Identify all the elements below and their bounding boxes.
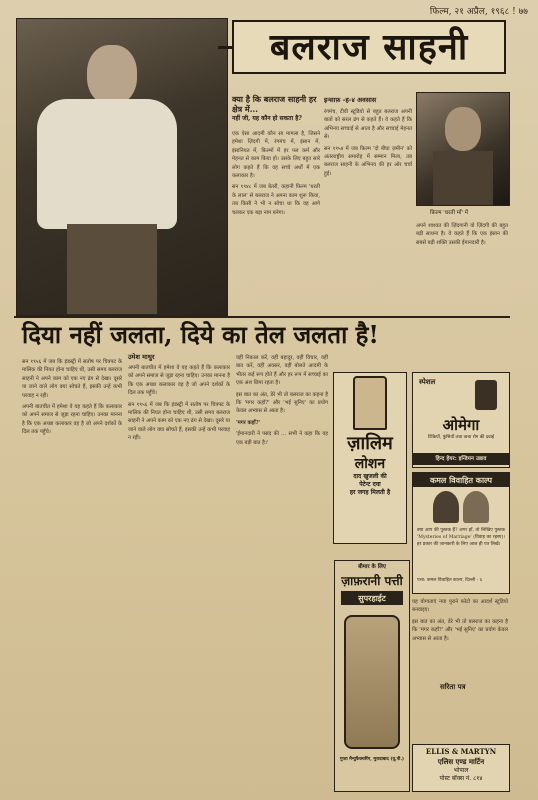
body-col-1-text: सन १९५६ में जब कि इंडस्ट्री में सतोष पर चित्रपट के मालिक की नियत होना चाहिए थी, उसी समय बलराज साहनी ने अपने काम को एक नए ढंग से देखा। दूसरे या जाने वाले लोग क्या सोचते हैं, इसकी उन्हें कभी परवाह न रही। [22,359,122,399]
body-col-3-text-b: इस बात का अंत, डेरे भी तो बलराज का कहना है कि 'मगर कहाँ?' और 'भई सुनिए' का प्रयोग केवल अभ्यास से आता है। [236,391,328,415]
ad-zafrani-title: ज़ाफ़रानी पत्ती [341,574,403,588]
ad-zafrani [334,560,410,792]
box-right-heading: सरिता पत्र [440,682,466,691]
body-col-3-text: वहीं निकाल करें, वहीं बहादुर, वहीं विचार, वहीं बात करें, वहीं अवसर, वहीं बोलते आदमी के भीतर कई रूप होते हैं और हर रूप में सच्चाई का एक अंश छिपा रहता है। [236,355,328,387]
right-lower-repeat: इस बात का अंत, डेरे भी तो बलराज का कहना है कि 'मगर कहाँ?' और 'भई सुनिए' का प्रयोग केवल अभ्यास से आता है। [412,618,508,642]
bottle-icon [334,373,406,433]
ad-omega-line1: टिकियों, फुंसियों तथा त्वचा रोग की दवाई [427,435,495,440]
body-col-2-text-b: सन १९५६ में जब कि इंडस्ट्री में सतोष पर चित्रपट के मालिक की नियत होना चाहिए थी, उसी समय बलराज साहनी ने अपने काम को एक नए ढंग से देखा। दूसरे या जाने वाले लोग क्या सोचते हैं, इसकी उन्हें कभी परवाह न रही। [128,401,230,442]
page-header: फिल्म, २१ अप्रैल, १९६८ ! ७७ [429,7,528,17]
ad-ellis-line1: भोपाल [453,767,469,774]
article-col-4-text: सन १९५४ में जब फ़िल्म 'दो बीघा ज़मीन' को अंतरराष्ट्रीय समारोह में सम्मान मिला, तब बलराज साहनी के अभिनय की हर ओर चर्चा हुई। [324,145,412,177]
byline: उमेश माथुर [128,353,155,361]
ad-school-line2: पत्ता: कमल विवाहित काल्प, दिल्ली - ६ [417,578,483,583]
body-column-1 [22,358,122,790]
ad-omega [412,372,510,468]
article-col-3-text: रंगमंच, टीवी स्टूडियो से बहुत बलराज अपनी बातों को सरल ढंग से कहते हैं। वे कहते हैं कि अभिनय सच्चाई से आता है और सच्चाई मेहनत से। [324,109,412,141]
ad-ellis [412,744,510,792]
ad-zafrani-bottom: गुप्ता मैन्युफैक्चरिंग, मुरादाबाद (यू.पी.) [339,757,405,762]
article-col-1-text: एक ऐसा आदमी कौन सा मामला है, जिसने हमेशा ज़िंदगी में, रंगमंच में, इंसान में, इंसानियत में, फ़िल्मों में हर पल कर्म और मेहनत से काम किया हो। उसके लिए बहुत सारे लोग कहते हैं कि वह सच्चे अर्थों में एक कलाकार है। [232,131,320,180]
main-heading: दिया नहीं जलता, दिये का तेल जलता है! [22,320,379,349]
notice-text: यह योग्यताएं नया पुराने फ़ोटो का आदर्श स्टूडियो बनवाइए। [412,599,508,614]
couple-illustration-icon [413,487,509,527]
article-col-1 [232,130,320,305]
ad-school [412,472,510,594]
ad-zalim-line3: हर जगह मिलती है [349,489,391,496]
ad-omega-line2: हिन्द हेयर: इन्डियन उन्नाव [413,453,509,465]
body-col-2-text: अपनी बातचीत में हमेशा वे यह कहते हैं कि कलाकार को अपने समाज से जुड़ा रहना चाहिए। उनका मानना है कि एक अच्छा कलाकार वह है जो अपने दर्शकों के दिल तक पहुँचे। [128,365,230,397]
lead-question-text-2: नहीं जी, यह कौन हो सकता है? [232,115,302,122]
body-column-3 [236,354,328,790]
photo-caption: फ़िल्म 'धरती माँ' में [430,210,469,216]
ad-zalim-line2: पेटेन्ट दवा [359,481,381,488]
film-still-photo [416,92,510,206]
ad-zalim-line1: दाद खुजली की [353,473,387,480]
lead-question-text: क्या है कि बलराज साहनी हर क्षेत्र में... [232,94,317,114]
balraj-portrait-photo [16,18,228,316]
ad-ellis-sub: एलिस एण्ड मार्टिन [437,757,485,766]
medicine-bottle-icon [471,377,501,413]
section-heading: इन्साफ़ -ह-४ अवसास [324,96,377,104]
lead-question [232,94,320,123]
ad-zalim-title: ज़ालिम [347,433,393,454]
body-col-1-text-b: अपनी बातचीत में हमेशा वे यह कहते हैं कि कलाकार को अपने समाज से जुड़ा रहना चाहिए। उनका मानना है कि एक अच्छा कलाकार वह है जो अपने दर्शकों के दिल तक पहुँचे। [22,404,122,436]
ad-omega-title: ओमेगा [442,416,480,434]
right-column-text: अपने शाश्वत की ज़िंदगानी वो ज़िंदगी की बहुत बड़ी साधना है। वे कहते हैं कि एक इंसान की सबसे बड़ी शक्ति उसकी ईमानदारी है। [416,223,508,246]
ad-zalim [333,372,407,544]
ad-zafrani-sub: सुपरहाईट [341,591,403,605]
article-col-2-text: सन १९४८ में जब बेतरी, कहानी फ़िल्म 'धरती के लाल' से बलराज ने अपना काम शुरू किया, तब किसी ने भी न सोचा था कि वह आगे चलकर एक बड़ा नाम बनेगा। [232,184,320,216]
tin-can-icon [335,607,409,757]
ad-zalim-subtitle: लोशन [354,456,386,472]
ad-omega-brand: स्पेशल [419,377,436,386]
ad-ellis-line2: पोस्ट बॉक्स नं. ८१४ [439,775,483,782]
body-column-2 [128,364,230,790]
mid-lower-text-2: 'ईमानदारी ने पसंद की ... सभी ने कहा कि यह एक बड़ी बात है।' [236,431,328,446]
title-dash [218,46,232,49]
article-title: बलराज साहनी [232,20,506,74]
ad-school-title: कमल विवाहित काल्प [413,473,509,487]
ad-zafrani-top: बीमार के लिए [358,564,386,570]
right-lower-text [412,598,508,678]
article-col-3 [324,108,412,313]
mid-lower-text: 'मगर कहाँ?' [236,419,261,426]
ad-school-body: क्या आप की पुस्तक हैं? अगर हाँ, तो लिखिए पुस्तक 'Mysteries of Marriage' (विवाह का रहस्य)। हर प्रकार की जानकारी के लिए आज ही पत्र लिखें। [417,528,505,547]
ad-ellis-title: ELLIS & MARTYN [425,747,497,756]
